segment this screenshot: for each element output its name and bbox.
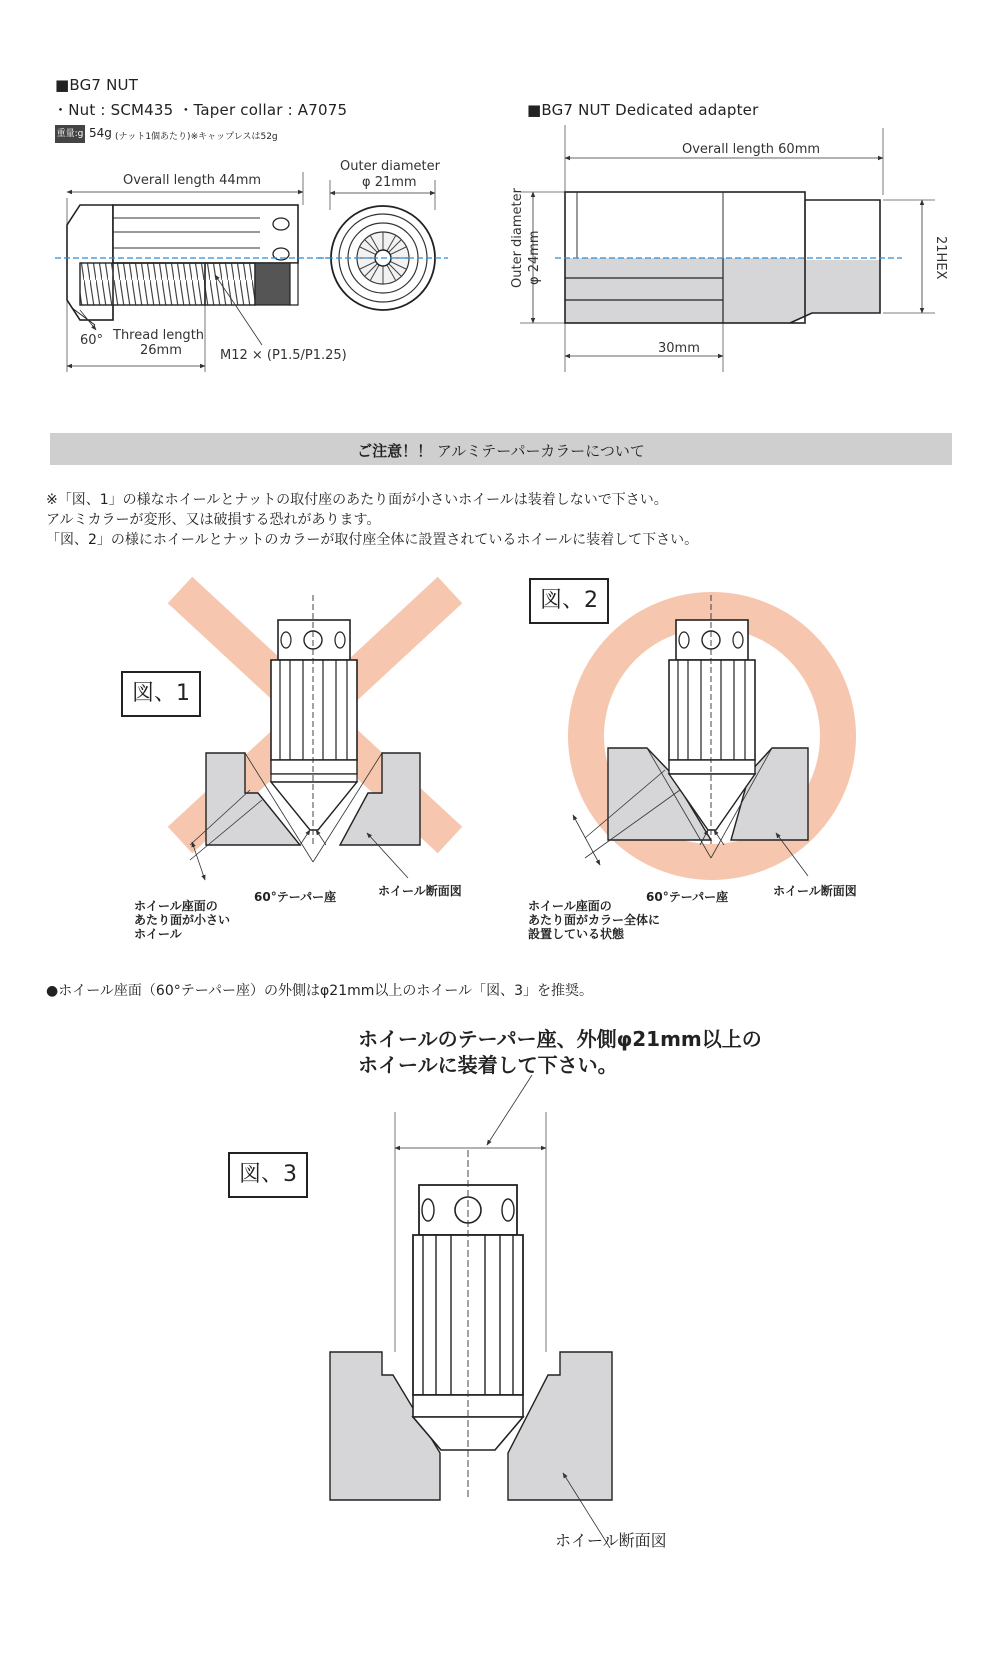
notice-banner [50,433,952,465]
fig3-callout-1: ホイールのテーパー座、外側φ21mm以上の [358,1027,762,1051]
fig3-drawing [330,1075,612,1548]
fig2-taper-note: 60°テーパー座 [646,890,729,904]
fig2-label: 図、2 [529,578,609,624]
nut-outer-diameter-value: φ 21mm [362,175,417,190]
thread-length-label: Thread length [113,328,205,343]
fig2-drawing [573,595,838,876]
weight-main: 54g [89,126,112,140]
weight-note: (ナット1個あたり)※キャップレスは52g [115,132,278,142]
adapter-title: ■BG7 NUT Dedicated adapter [527,101,759,119]
weight-badge: 重量:g [56,129,84,139]
adapter-overall-length: Overall length 60mm [682,142,821,157]
notice-banner-text: アルミテーパーカラーについて [432,442,645,460]
fig2-section-note: ホイール断面図 [773,884,857,898]
fig1-label: 図、1 [121,671,201,717]
fig1-left-note-2: あたり面が小さい [134,913,231,927]
adapter-outer-diameter-label: Outer diameter [510,188,525,288]
fig3-section-note: ホイール断面図 [555,1531,667,1550]
adapter-outer-diameter-value: φ 24mm [527,230,542,285]
notice-line-1: ※「図、1」の様なホイールとナットの取付座のあたり面が小さいホイールは装着しないで下さい。 [46,492,668,508]
recommend-text: ●ホイール座面（60°テーパー座）の外側はφ21mm以上のホイール「図、3」を推奨。 [46,983,594,999]
fig2-left-note-3: 設置している状態 [528,927,625,941]
notice-banner-bold: ご注意！！ [357,442,433,460]
fig3-callout-2: ホイールに装着して下さい。 [358,1053,618,1077]
notice-line-2: アルミカラーが変形、又は破損する恐れがあります。 [46,512,381,528]
fig3-label: 図、3 [228,1152,308,1198]
nut-angle: 60° [80,333,104,348]
adapter-drawing [520,125,935,372]
nut-end-view [318,180,448,310]
adapter-hex: 21HEX [933,236,948,280]
thread-spec: M12 × (P1.5/P1.25) [220,348,347,363]
nut-overall-length: Overall length 44mm [123,173,262,188]
fig1-left-note-1: ホイール座面の [134,899,218,913]
fig2-left-note-1: ホイール座面の [528,899,612,913]
nut-outer-diameter-label: Outer diameter [340,159,440,174]
fig1-taper-note: 60°テーパー座 [254,890,337,904]
nut-materials: ・Nut : SCM435 ・Taper collar : A7075 [53,101,348,119]
fig1-drawing [180,590,450,880]
fig2-left-note-2: あたり面がカラー全体に [528,913,661,927]
fig1-left-note-3: ホイール [134,927,182,941]
fig1-section-note: ホイール断面図 [378,884,462,898]
thread-length-value: 26mm [140,343,182,358]
notice-line-3: 「図、2」の様にホイールとナットのカラーが取付座全体に設置されているホイールに装着して下さい。 [46,532,699,548]
nut-title: ■BG7 NUT [55,76,139,94]
adapter-length-30: 30mm [658,341,700,356]
weight-icon [55,125,85,143]
